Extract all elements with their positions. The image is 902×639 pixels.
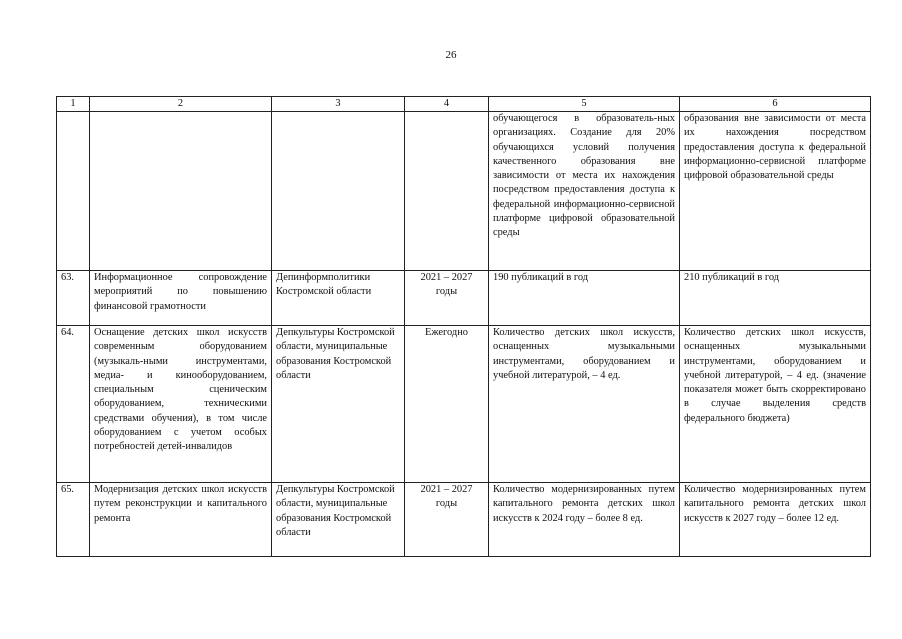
column-number-1: 1 <box>57 97 90 112</box>
table-row <box>57 112 871 271</box>
executor-cell: Депкультуры Костромской области, муниципальные образования Костромской области <box>272 483 405 557</box>
indicator-cell: Количество модернизированных путем капитального ремонта детских школ искусств к 2024 году – более 8 ед. <box>489 483 680 557</box>
executor-cell: Депинформполитики Костромской области <box>272 271 405 326</box>
row-number: 65. <box>57 483 90 557</box>
period-cell: 2021 – 2027 годы <box>405 271 489 326</box>
row-number: 63. <box>57 271 90 326</box>
table-row <box>57 483 871 557</box>
page-number: 26 <box>445 49 457 61</box>
event-cell: Информационное сопровождение мероприятий по повышению финансовой грамотности <box>90 271 272 326</box>
period-cell: 2021 – 2027 годы <box>405 483 489 557</box>
event-cell <box>90 112 272 271</box>
indicator-cell: 190 публикаций в год <box>489 271 680 326</box>
executor-cell <box>272 112 405 271</box>
column-number-4: 4 <box>405 97 489 112</box>
measures-table <box>56 96 871 557</box>
result-cell: 210 публикаций в год <box>680 271 871 326</box>
result-cell: образования вне зависимости от места их нахождения посредством предоставления доступа к федеральной информационно-сервисной платформе цифровой образовательной среды <box>680 112 871 271</box>
table-row <box>57 326 871 483</box>
period-cell <box>405 112 489 271</box>
indicator-cell: обучающегося в образователь-ных организациях. Создание для 20% обучающихся условий получения качественного образования вне зависимости от места их нахождения посредством предоставления доступа к федеральной информационно-сервисной платформе цифровой образовательной среды <box>489 112 680 271</box>
column-number-2: 2 <box>90 97 272 112</box>
event-cell: Модернизация детских школ искусств путем реконструкции и капитального ремонта <box>90 483 272 557</box>
indicator-cell: Количество детских школ искусств, оснащенных музыкальными инструментами, оборудованием и учебной литературой, – 4 ед. <box>489 326 680 483</box>
result-cell: Количество детских школ искусств, оснащенных музыкальными инструментами, оборудованием и учебной литературой, – 4 ед. (значение показателя может быть скорректировано в случае выделения средств федерального бюджета) <box>680 326 871 483</box>
period-cell: Ежегодно <box>405 326 489 483</box>
row-number <box>57 112 90 271</box>
row-number: 64. <box>57 326 90 483</box>
column-number-6: 6 <box>680 97 871 112</box>
table-row <box>57 271 871 326</box>
event-cell: Оснащение детских школ искусств современным оборудованием (музыкаль-ными инструментами, медиа- и кинооборудованием, специальным сценическим оборудованием, техническими средствами обучения), в том числе оборудованием с учетом особых потребностей детей-инвалидов <box>90 326 272 483</box>
column-number-3: 3 <box>272 97 405 112</box>
result-cell: Количество модернизированных путем капитального ремонта детских школ искусств к 2027 году – более 12 ед. <box>680 483 871 557</box>
column-number-5: 5 <box>489 97 680 112</box>
executor-cell: Депкультуры Костромской области, муниципальные образования Костромской области <box>272 326 405 483</box>
column-number-row <box>57 97 871 112</box>
